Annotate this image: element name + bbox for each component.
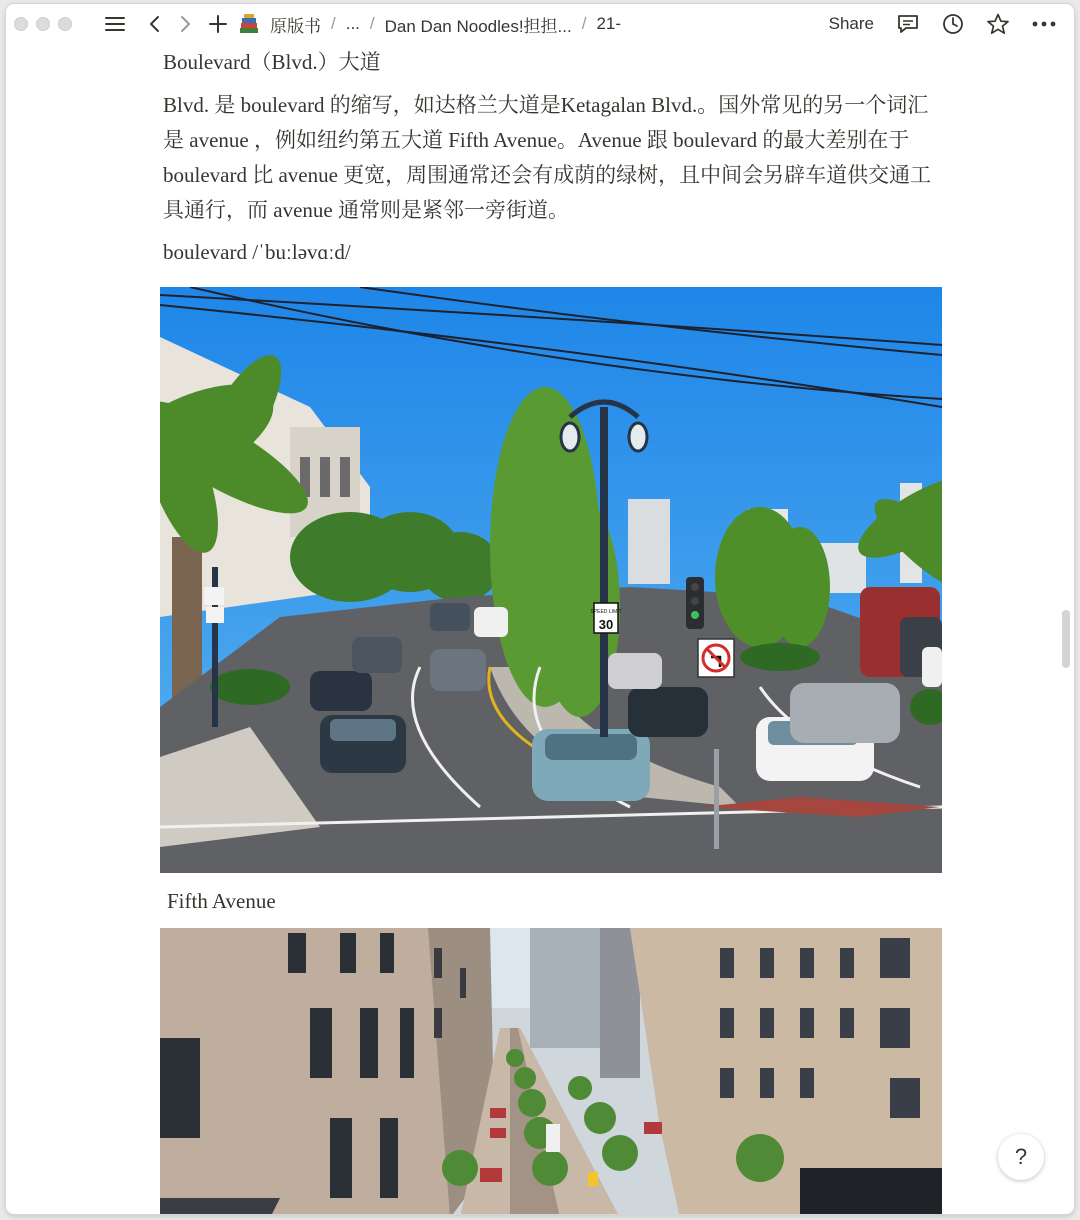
scrollbar-thumb[interactable] — [1062, 610, 1070, 668]
menu-icon[interactable] — [102, 9, 128, 39]
share-button[interactable]: Share — [828, 14, 874, 33]
app-window — [6, 4, 1074, 1214]
boulevard-photo[interactable] — [160, 287, 942, 873]
close-window-button[interactable] — [14, 17, 28, 31]
breadcrumb-root[interactable]: 原版书 — [270, 16, 321, 36]
help-button[interactable]: ? — [998, 1134, 1044, 1180]
phonetic-line: boulevard /ˈbuːləvɑːd/ — [163, 240, 351, 264]
fifth-avenue-photo[interactable] — [160, 928, 942, 1214]
zoom-window-button[interactable] — [58, 17, 72, 31]
breadcrumb-separator: / — [369, 14, 375, 33]
book-stack-icon — [238, 14, 260, 34]
speed-limit-label: SPEED LIMIT — [590, 609, 622, 615]
image-caption: Fifth Avenue — [167, 889, 276, 913]
forward-icon[interactable] — [176, 9, 196, 39]
breadcrumb-ellipsis[interactable]: ... — [345, 14, 360, 33]
star-icon[interactable] — [986, 13, 1010, 35]
minimize-window-button[interactable] — [36, 17, 50, 31]
page-content — [163, 44, 953, 270]
back-icon[interactable] — [144, 9, 164, 39]
breadcrumb — [238, 12, 621, 37]
breadcrumb-current[interactable]: 21- — [596, 14, 622, 33]
page-actions — [829, 4, 1074, 44]
section-heading: Boulevard（Blvd.）大道 — [163, 50, 381, 74]
body-paragraph: Blvd. 是 boulevard 的缩写，如达格兰大道是Ketagalan Blvd.。国外常见的另一个词汇是 avenue ，例如纽约第五大道 Fifth Avenue。Avenue 跟 boulevard 的最大差别在于 boulevard 比 avenue 更宽，周围通常还会有成荫的绿树，且中间会另辟车道供交通工具通行，而 avenue 通常则是紧邻一旁街道。 — [163, 93, 932, 222]
more-icon[interactable] — [1032, 20, 1056, 28]
add-icon[interactable] — [206, 9, 230, 39]
comment-icon[interactable] — [896, 13, 920, 35]
clock-icon[interactable] — [942, 13, 964, 35]
breadcrumb-separator: / — [331, 14, 336, 33]
breadcrumb-page[interactable]: Dan Dan Noodles!担担... — [384, 16, 572, 36]
speed-limit-value: 30 — [598, 617, 614, 632]
top-bar — [6, 4, 1074, 44]
breadcrumb-separator: / — [581, 14, 587, 33]
window-controls — [14, 17, 72, 31]
